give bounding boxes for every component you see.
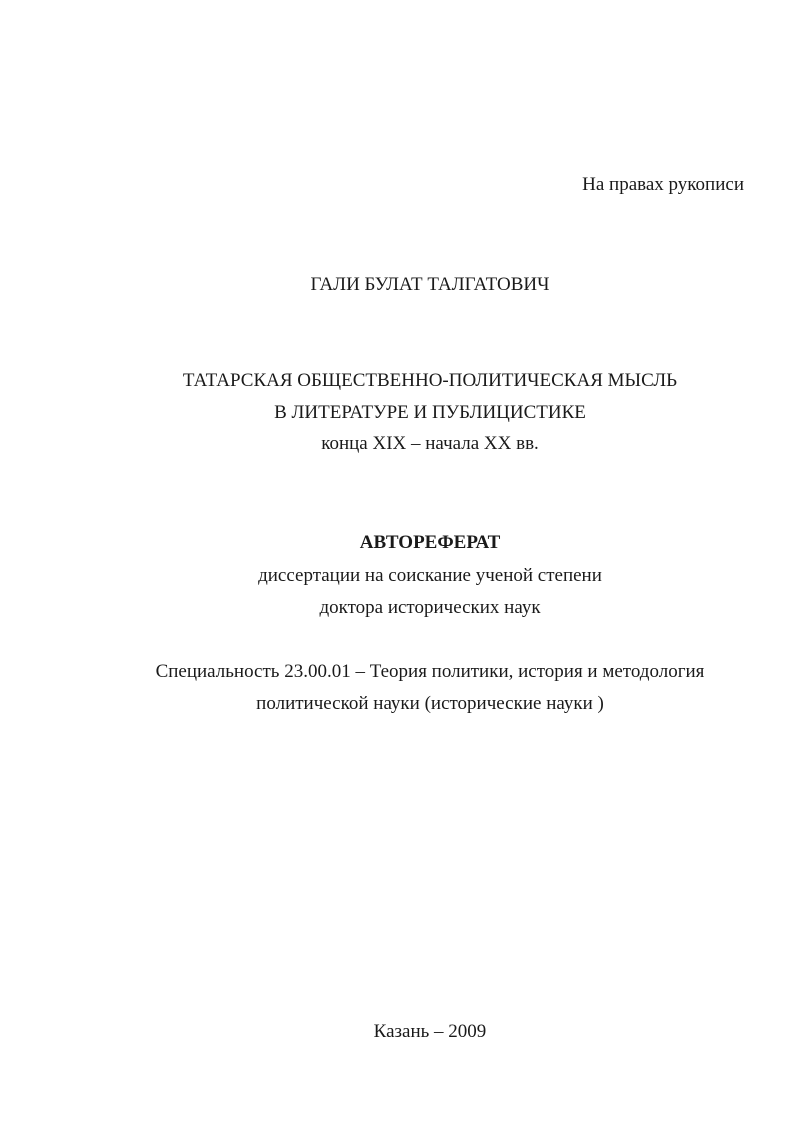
manuscript-note: На правах рукописи [582, 174, 744, 195]
document-type-label: АВТОРЕФЕРАТ [359, 532, 501, 553]
document-type-line-1: диссертации на соискание ученой степени [258, 565, 602, 586]
place-and-year: Казань – 2009 [373, 1021, 487, 1042]
title-line-3: конца XIX – начала XX вв. [321, 433, 539, 454]
document-type-line-2: доктора исторических наук [319, 597, 541, 618]
title-line-1: ТАТАРСКАЯ ОБЩЕСТВЕННО-ПОЛИТИЧЕСКАЯ МЫСЛЬ [182, 370, 678, 391]
title-line-2: В ЛИТЕРАТУРЕ И ПУБЛИЦИСТИКЕ [274, 402, 586, 423]
specialty-line-1: Специальность 23.00.01 – Теория политики, история и методология [155, 661, 705, 682]
specialty-line-2: политической науки (исторические науки ) [256, 693, 604, 714]
author-name: ГАЛИ БУЛАТ ТАЛГАТОВИЧ [310, 274, 550, 295]
